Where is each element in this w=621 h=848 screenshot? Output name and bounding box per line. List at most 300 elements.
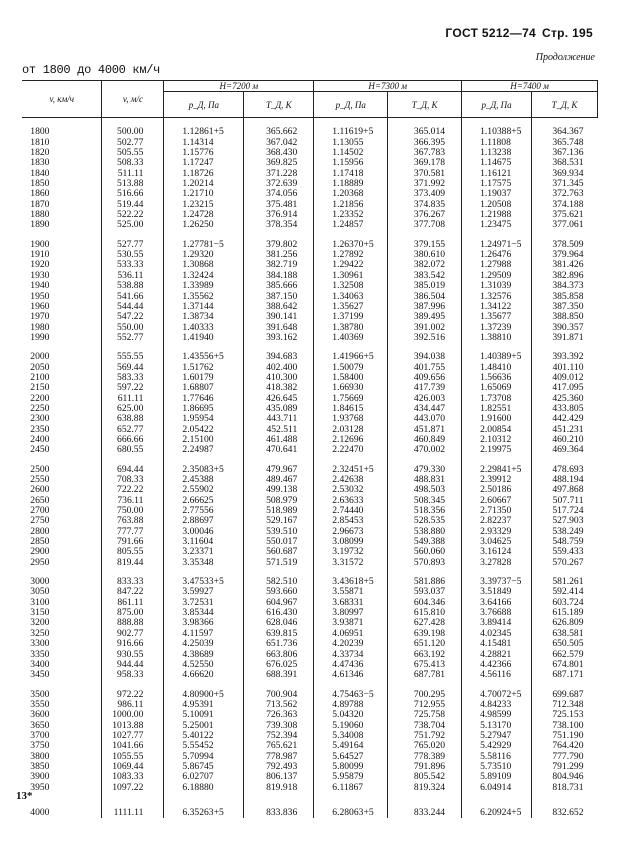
table-cell: 550.017 <box>244 537 314 547</box>
table-cell: 1.20508 <box>462 200 532 210</box>
table-cell: 1.21856 <box>314 200 388 210</box>
table-cell: 1.40333 <box>164 323 244 333</box>
table-cell: 2.71350 <box>462 506 532 516</box>
table-cell: 4.42366 <box>462 660 532 670</box>
table-cell: 3.27828 <box>462 558 532 568</box>
table-row <box>22 721 598 731</box>
table-row <box>22 618 598 628</box>
table-cell: 2.77556 <box>164 506 244 516</box>
table-cell: 3550 <box>30 698 50 710</box>
table-cell: 370.581 <box>388 169 462 179</box>
table-cell: 1.21710 <box>164 189 244 199</box>
table-cell: 5.25001 <box>164 721 244 731</box>
table-cell: 418.382 <box>244 383 314 393</box>
table-cell: 2.50186 <box>462 485 532 495</box>
table-cell: 3.55871 <box>314 587 388 597</box>
table-cell: 1.15956 <box>314 158 388 168</box>
table-cell: 700.904 <box>244 690 314 700</box>
table-cell: 533.33 <box>102 260 164 270</box>
table-cell: 1.50079 <box>314 363 388 373</box>
table-cell: 1055.55 <box>102 752 164 762</box>
table-cell: 385.858 <box>532 292 598 302</box>
table-cell: 373.409 <box>388 189 462 199</box>
table-cell: 699.687 <box>532 690 598 700</box>
table-cell: 1.17247 <box>164 158 244 168</box>
table-cell: 778.389 <box>388 752 462 762</box>
table-cell: 5.13170 <box>462 721 532 731</box>
table-cell: 700.295 <box>388 690 462 700</box>
table-cell: 1.38734 <box>164 312 244 322</box>
table-cell: 570.267 <box>532 558 598 568</box>
table-row <box>22 558 598 568</box>
table-cell: 3.19732 <box>314 547 388 557</box>
table-cell: 611.11 <box>102 394 164 404</box>
table-cell: 1.58400 <box>314 373 388 383</box>
table-cell: 516.66 <box>102 189 164 199</box>
table-cell: 1.30868 <box>164 260 244 270</box>
table-cell: 3.64166 <box>462 598 532 608</box>
table-cell: 1.86695 <box>164 404 244 414</box>
table-cell: 6.28063+5 <box>314 802 388 818</box>
table-cell: 433.805 <box>532 404 598 414</box>
table-cell: 4.56116 <box>462 670 532 680</box>
table-row <box>22 731 598 741</box>
table-row <box>22 741 598 751</box>
table-cell: 511.11 <box>102 169 164 179</box>
table-cell: 376.267 <box>388 210 462 220</box>
table-cell: 402.400 <box>244 363 314 373</box>
table-row <box>22 465 598 475</box>
table-cell: 4000 <box>30 806 50 818</box>
table-cell: 1.23215 <box>164 200 244 210</box>
table-cell: 1.12861+5 <box>164 127 244 137</box>
table-row <box>22 445 598 455</box>
table-cell: 388.642 <box>244 302 314 312</box>
table-cell: 1840 <box>30 167 50 179</box>
table-cell: 1.68807 <box>164 383 244 393</box>
table-cell: 393.392 <box>532 352 598 362</box>
table-cell: 368.430 <box>244 148 314 158</box>
table-row <box>22 608 598 618</box>
table-cell: 391.002 <box>388 323 462 333</box>
table-cell: 3.85344 <box>164 608 244 618</box>
table-cell: 3600 <box>30 709 50 721</box>
table-cell: 1950 <box>30 290 50 302</box>
table-cell: 384.188 <box>244 271 314 281</box>
table-cell: 3250 <box>30 627 50 639</box>
table-row <box>22 435 598 445</box>
table-cell: 5.73510 <box>462 762 532 772</box>
table-cell: 1.93768 <box>314 414 388 424</box>
table-cell: 1.11619+5 <box>314 127 388 137</box>
table-cell: 460.849 <box>388 435 462 445</box>
table-cell: 559.433 <box>532 547 598 557</box>
table-cell: 2950 <box>30 556 50 568</box>
col-group-h7300: H=7300 м <box>314 81 462 92</box>
table-cell: 522.22 <box>102 210 164 220</box>
table-cell: 1.14502 <box>314 148 388 158</box>
table-cell: 550.00 <box>102 323 164 333</box>
table-cell: 4.61346 <box>314 670 388 680</box>
table-cell: 1.32424 <box>164 271 244 281</box>
table-cell: 739.308 <box>244 721 314 731</box>
table-cell: 3.31572 <box>314 558 388 568</box>
table-cell: 763.88 <box>102 516 164 526</box>
table-cell: 888.88 <box>102 618 164 628</box>
table-cell: 1.23475 <box>462 220 532 230</box>
table-cell: 489.467 <box>244 475 314 485</box>
table-cell: 369.178 <box>388 158 462 168</box>
table-cell: 3700 <box>30 729 50 741</box>
table-cell: 4.52550 <box>164 660 244 670</box>
table-row <box>22 158 598 168</box>
table-cell: 726.363 <box>244 710 314 720</box>
table-cell: 4.20239 <box>314 639 388 649</box>
table-row <box>22 138 598 148</box>
table-cell: 1.23352 <box>314 210 388 220</box>
table-cell: 603.724 <box>532 598 598 608</box>
table-cell: 389.495 <box>388 312 462 322</box>
block-spacer <box>22 793 598 802</box>
table-cell: 663.806 <box>244 650 314 660</box>
table-cell: 1.26476 <box>462 250 532 260</box>
table-cell: 2150 <box>30 382 50 394</box>
table-cell: 1980 <box>30 321 50 333</box>
table-cell: 394.038 <box>388 352 462 362</box>
table-cell: 386.504 <box>388 292 462 302</box>
table-cell: 1.41940 <box>164 333 244 343</box>
table-cell: 1.34122 <box>462 302 532 312</box>
table-cell: 674.801 <box>532 660 598 670</box>
continued-label: Продолжение <box>535 52 595 63</box>
table-row <box>22 577 598 587</box>
table-cell: 461.488 <box>244 435 314 445</box>
table-cell: 3.72531 <box>164 598 244 608</box>
table-cell: 371.992 <box>388 179 462 189</box>
table-cell: 381.426 <box>532 260 598 270</box>
table-cell: 2.12696 <box>314 435 388 445</box>
table-row <box>22 414 598 424</box>
table-cell: 547.22 <box>102 312 164 322</box>
table-cell: 1.13055 <box>314 138 388 148</box>
table-row <box>22 189 598 199</box>
table-cell: 530.55 <box>102 250 164 260</box>
table-cell: 382.896 <box>532 271 598 281</box>
table-cell: 1810 <box>30 136 50 148</box>
table-cell: 2050 <box>30 361 50 373</box>
table-cell: 3500 <box>30 688 50 700</box>
table-cell: 5.42929 <box>462 741 532 751</box>
table-row <box>22 516 598 526</box>
table-cell: 4.38689 <box>164 650 244 660</box>
table-cell: 1.20214 <box>164 179 244 189</box>
table-cell: 791.896 <box>388 762 462 772</box>
table-cell: 5.58116 <box>462 752 532 762</box>
table-cell: 372.639 <box>244 179 314 189</box>
table-cell: 528.535 <box>388 516 462 526</box>
table-cell: 538.249 <box>532 527 598 537</box>
table-cell: 625.00 <box>102 404 164 414</box>
table-cell: 426.003 <box>388 394 462 404</box>
table-cell: 1.37199 <box>314 312 388 322</box>
table-cell: 394.683 <box>244 352 314 362</box>
table-cell: 712.348 <box>532 700 598 710</box>
table-cell: 2.60667 <box>462 496 532 506</box>
table-cell: 442.429 <box>532 414 598 424</box>
table-cell: 379.802 <box>244 240 314 250</box>
table-cell: 708.33 <box>102 475 164 485</box>
table-cell: 536.11 <box>102 271 164 281</box>
table-cell: 694.44 <box>102 465 164 475</box>
table-row <box>22 210 598 220</box>
table-cell: 651.736 <box>244 639 314 649</box>
table-cell: 527.77 <box>102 240 164 250</box>
table-cell: 604.346 <box>388 598 462 608</box>
table-cell: 1.27988 <box>462 260 532 270</box>
table-row <box>22 394 598 404</box>
table-cell: 1.32508 <box>314 281 388 291</box>
table-cell: 365.662 <box>244 127 314 137</box>
table-cell: 1.18889 <box>314 179 388 189</box>
table-cell: 410.300 <box>244 373 314 383</box>
table-cell: 371.228 <box>244 169 314 179</box>
table-cell: 639.815 <box>244 629 314 639</box>
table-cell: 1.20368 <box>314 189 388 199</box>
table-cell: 507.711 <box>532 496 598 506</box>
table-cell: 616.430 <box>244 608 314 618</box>
table-cell: 2350 <box>30 423 50 435</box>
table-row <box>22 802 598 818</box>
table-cell: 376.914 <box>244 210 314 220</box>
table-cell: 371.345 <box>532 179 598 189</box>
table-cell: 1.27781−5 <box>164 240 244 250</box>
table-cell: 4.95391 <box>164 700 244 710</box>
table-cell: 527.903 <box>532 516 598 526</box>
table-cell: 875.00 <box>102 608 164 618</box>
table-cell: 687.781 <box>388 670 462 680</box>
table-cell: 4.98599 <box>462 710 532 720</box>
table-row <box>22 425 598 435</box>
table-row <box>22 506 598 516</box>
table-cell: 508.979 <box>244 496 314 506</box>
table-cell: 560.060 <box>388 547 462 557</box>
table-cell: 583.33 <box>102 373 164 383</box>
table-cell: 4.15481 <box>462 639 532 649</box>
table-cell: 365.014 <box>388 127 462 137</box>
table-cell: 2.00854 <box>462 425 532 435</box>
table-cell: 2.82237 <box>462 516 532 526</box>
table-cell: 581.261 <box>532 577 598 587</box>
table-cell: 1069.44 <box>102 762 164 772</box>
table-cell: 818.731 <box>532 783 598 793</box>
page-number: Стр. 195 <box>542 26 593 40</box>
table-cell: 582.510 <box>244 577 314 587</box>
table-cell: 5.64527 <box>314 752 388 762</box>
table-cell: 378.354 <box>244 220 314 230</box>
col-header-t: T_Д, К <box>244 92 314 118</box>
table-cell: 1990 <box>30 331 50 343</box>
table-cell: 3.89414 <box>462 618 532 628</box>
table-cell: 3.16124 <box>462 547 532 557</box>
table-row <box>22 475 598 485</box>
table-cell: 1910 <box>30 249 50 261</box>
table-cell: 1.84615 <box>314 404 388 414</box>
table-cell: 387.150 <box>244 292 314 302</box>
table-cell: 409.012 <box>532 373 598 383</box>
table-cell: 479.967 <box>244 465 314 475</box>
table-row <box>22 179 598 189</box>
table-cell: 548.759 <box>532 537 598 547</box>
table-cell: 2700 <box>30 505 50 517</box>
table-cell: 3.43618+5 <box>314 577 388 587</box>
table-cell: 1.26250 <box>164 220 244 230</box>
table-cell: 662.579 <box>532 650 598 660</box>
table-cell: 1.65069 <box>462 383 532 393</box>
table-cell: 638.581 <box>532 629 598 639</box>
table-cell: 751.792 <box>388 731 462 741</box>
table-cell: 2.39912 <box>462 475 532 485</box>
table-cell: 525.00 <box>102 220 164 230</box>
table-cell: 513.88 <box>102 179 164 189</box>
table-cell: 401.110 <box>532 363 598 373</box>
table-cell: 1083.33 <box>102 772 164 782</box>
table-cell: 6.20924+5 <box>462 802 532 818</box>
table-cell: 367.136 <box>532 148 598 158</box>
table-row <box>22 496 598 506</box>
table-cell: 2000 <box>30 351 50 363</box>
table-cell: 378.509 <box>532 240 598 250</box>
table-cell: 5.70994 <box>164 752 244 762</box>
table-cell: 383.542 <box>388 271 462 281</box>
table-cell: 861.11 <box>102 598 164 608</box>
table-row <box>22 527 598 537</box>
table-cell: 1970 <box>30 311 50 323</box>
table-cell: 791.299 <box>532 762 598 772</box>
table-cell: 1.14675 <box>462 158 532 168</box>
table-cell: 3.35348 <box>164 558 244 568</box>
table-cell: 3800 <box>30 750 50 762</box>
table-row <box>22 271 598 281</box>
table-cell: 1.29320 <box>164 250 244 260</box>
table-cell: 1.38810 <box>462 333 532 343</box>
table-cell: 2550 <box>30 474 50 485</box>
table-cell: 680.55 <box>102 445 164 455</box>
table-cell: 581.886 <box>388 577 462 587</box>
table-cell: 972.22 <box>102 690 164 700</box>
table-cell: 1.95954 <box>164 414 244 424</box>
table-cell: 806.137 <box>244 772 314 782</box>
table-cell: 380.610 <box>388 250 462 260</box>
table-cell: 1.37239 <box>462 323 532 333</box>
table-cell: 604.967 <box>244 598 314 608</box>
table-cell: 1.31039 <box>462 281 532 291</box>
table-cell: 1.77646 <box>164 394 244 404</box>
table-cell: 560.687 <box>244 547 314 557</box>
table-cell: 1097.22 <box>102 783 164 793</box>
table-cell: 451.871 <box>388 425 462 435</box>
table-row <box>22 752 598 762</box>
table-cell: 4.11597 <box>164 629 244 639</box>
table-cell: 1.17418 <box>314 169 388 179</box>
table-cell: 499.138 <box>244 485 314 495</box>
table-row <box>22 783 598 793</box>
table-cell: 502.77 <box>102 138 164 148</box>
table-cell: 4.06951 <box>314 629 388 639</box>
table-cell: 3.47533+5 <box>164 577 244 587</box>
table-cell: 377.061 <box>532 220 598 230</box>
table-cell: 3.93871 <box>314 618 388 628</box>
table-cell: 451.231 <box>532 425 598 435</box>
table-cell: 833.836 <box>244 802 314 818</box>
table-cell: 460.210 <box>532 435 598 445</box>
table-cell: 374.835 <box>388 200 462 210</box>
table-cell: 1.24857 <box>314 220 388 230</box>
table-cell: 675.413 <box>388 660 462 670</box>
table-row <box>22 537 598 547</box>
table-row <box>22 148 598 158</box>
table-cell: 819.918 <box>244 783 314 793</box>
table-cell: 375.481 <box>244 200 314 210</box>
table-cell: 390.357 <box>532 323 598 333</box>
table-cell: 2.22470 <box>314 445 388 455</box>
table-row <box>22 220 598 230</box>
table-cell: 539.510 <box>244 527 314 537</box>
table-cell: 593.037 <box>388 587 462 597</box>
table-cell: 5.49164 <box>314 741 388 751</box>
table-cell: 5.27947 <box>462 731 532 741</box>
table-cell: 5.40122 <box>164 731 244 741</box>
table-cell: 1.73708 <box>462 394 532 404</box>
table-cell: 505.55 <box>102 148 164 158</box>
table-cell: 2850 <box>30 536 50 548</box>
table-cell: 1.38780 <box>314 323 388 333</box>
table-cell: 792.493 <box>244 762 314 772</box>
table-cell: 3.00046 <box>164 527 244 537</box>
table-cell: 2.29841+5 <box>462 465 532 475</box>
table-cell: 778.987 <box>244 752 314 762</box>
table-cell: 1.27892 <box>314 250 388 260</box>
table-cell: 388.850 <box>532 312 598 322</box>
table-cell: 5.04320 <box>314 710 388 720</box>
table-cell: 3750 <box>30 740 50 752</box>
table-cell: 4.80900+5 <box>164 690 244 700</box>
table-cell: 688.391 <box>244 670 314 680</box>
table-cell: 417.739 <box>388 383 462 393</box>
table-cell: 1880 <box>30 209 50 221</box>
table-cell: 478.693 <box>532 465 598 475</box>
table-row <box>22 710 598 720</box>
table-cell: 452.511 <box>244 425 314 435</box>
table-cell: 1.35627 <box>314 302 388 312</box>
table-cell: 470.641 <box>244 445 314 455</box>
table-cell: 500.00 <box>102 127 164 137</box>
table-cell: 4.33734 <box>314 650 388 660</box>
table-cell: 379.155 <box>388 240 462 250</box>
table-cell: 1.91600 <box>462 414 532 424</box>
table-cell: 387.996 <box>388 302 462 312</box>
col-header-v-kmh: v, км/ч <box>22 81 102 118</box>
table-cell: 5.89109 <box>462 772 532 782</box>
table-cell: 435.089 <box>244 404 314 414</box>
col-header-p: p_Д, Па <box>314 92 388 118</box>
table-cell: 544.44 <box>102 302 164 312</box>
table-cell: 639.198 <box>388 629 462 639</box>
table-cell: 2.93329 <box>462 527 532 537</box>
table-cell: 764.420 <box>532 741 598 751</box>
table-cell: 391.648 <box>244 323 314 333</box>
table-cell: 549.388 <box>388 537 462 547</box>
table-cell: 4.66620 <box>164 670 244 680</box>
